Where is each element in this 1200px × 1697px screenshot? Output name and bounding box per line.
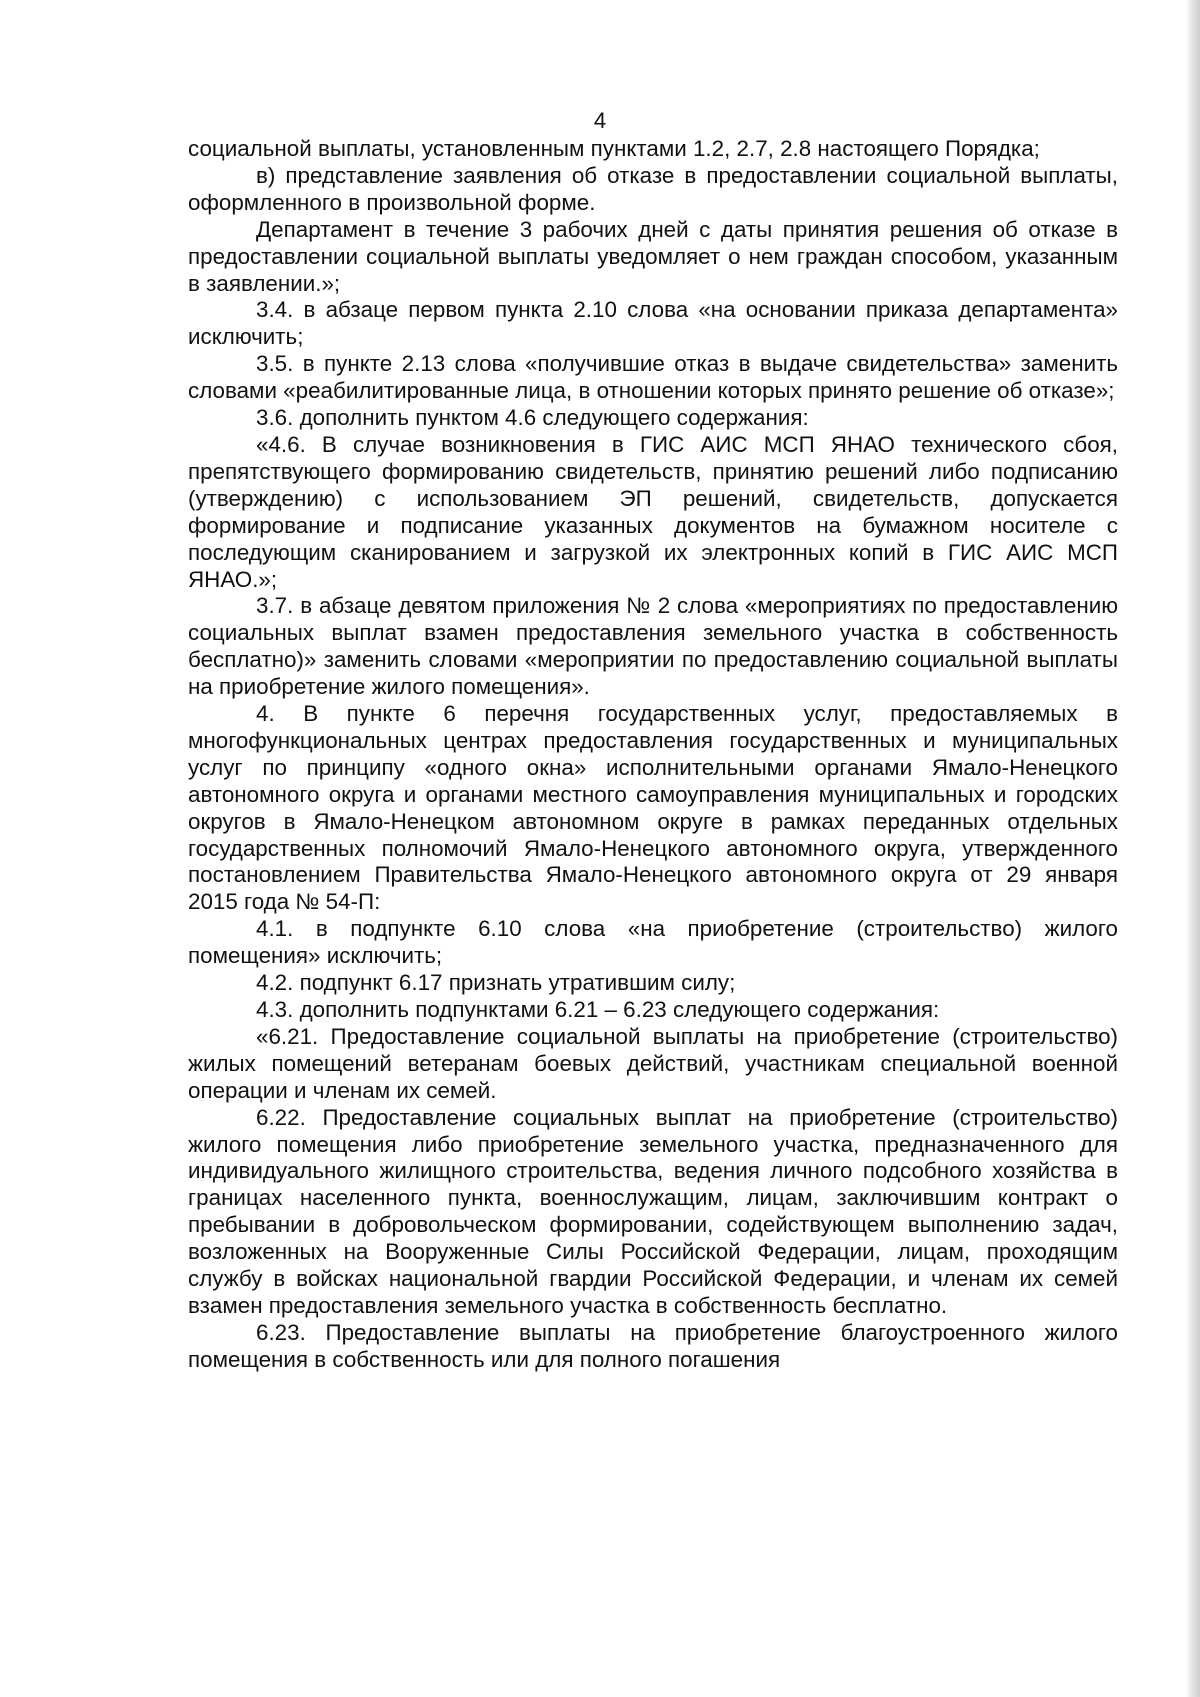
paragraph: 4.1. в подпункте 6.10 слова «на приобретение (строительство) жилого помещения» исключить; [188,916,1118,969]
paragraph: 6.22. Предоставление социальных выплат на приобретение (строительство) жилого помещения либо приобретение земельного участка, предназначенного для индивидуального жилищного строительства, ведения личного подсобного хозяйства в границах населенного пункта, военнослужащим, лицам, заключившим контракт о пребывании в добровольческом формировании, содействующем выполнению задач, возложенных на Вооруженные Силы Российской Федерации, лицам, проходящим службу в войсках национальной гвардии Российской Федерации, и членам их семей взамен предоставления земельного участка в собственность бесплатно. [188,1104,1118,1318]
paragraph: 3.4. в абзаце первом пункта 2.10 слова «на основании приказа департамента» исключить; [188,297,1118,350]
paragraph: 3.5. в пункте 2.13 слова «получившие отказ в выдаче свидетельства» заменить словами «реабилитированные лица, в отношении которых принято решение об отказе»; [188,351,1118,404]
paragraph: «6.21. Предоставление социальной выплаты на приобретение (строительство) жилых помещений ветеранам боевых действий, участникам специальной военной операции и членам их семей. [188,1023,1118,1103]
document-body [188,136,1118,1374]
paragraph: 4.3. дополнить подпунктами 6.21 – 6.23 следующего содержания: [256,997,940,1022]
paragraph: «4.6. В случае возникновения в ГИС АИС МСП ЯНАО технического сбоя, препятствующего формированию свидетельств, принятию решений либо подписанию (утверждению) с использованием ЭП решений, свидетельств, допускается формирование и подписание указанных документов на бумажном носителе с последующим сканированием и загрузкой их электронных копий в ГИС АИС МСП ЯНАО.»; [188,431,1118,592]
paragraph: 3.6. дополнить пунктом 4.6 следующего содержания: [256,405,809,431]
paragraph: 4.2. подпункт 6.17 признать утратившим силу; [256,970,736,996]
paragraph: 6.23. Предоставление выплаты на приобретение благоустроенного жилого помещения в собственность или для полного погашения [188,1319,1118,1372]
page-edge-shadow [1186,0,1200,1697]
page-number: 4 [593,108,607,133]
paragraph: в) представление заявления об отказе в предоставлении социальной выплаты, оформленного в произвольной форме. [188,162,1118,215]
paragraph: 3.7. в абзаце девятом приложения № 2 слова «мероприятиях по предоставлению социальных выплат взамен предоставления земельного участка в собственность бесплатно)» заменить словами «мероприятии по предоставлению социальной выплаты на приобретение жилого помещения». [188,593,1118,700]
paragraph: социальной выплаты, установленным пунктами 1.2, 2.7, 2.8 настоящего Порядка; [188,136,1040,161]
paragraph: Департамент в течение 3 рабочих дней с даты принятия решения об отказе в предоставлении социальной выплаты уведомляет о нем граждан способом, указанным в заявлении.»; [188,216,1118,296]
paragraph: 4. В пункте 6 перечня государственных услуг, предоставляемых в многофункциональных центрах предоставления государственных и муниципальных услуг по принципу «одного окна» исполнительными органами Ямало-Ненецкого автономного округа и органами местного самоуправления муниципальных и городских округов в Ямало-Ненецком автономном округе в рамках переданных отдельных государственных полномочий Ямало-Ненецкого автономного округа, утвержденного постановлением Правительства Ямало-Ненецкого автономного округа от 29 января 2015 года № 54-П: [188,701,1118,915]
